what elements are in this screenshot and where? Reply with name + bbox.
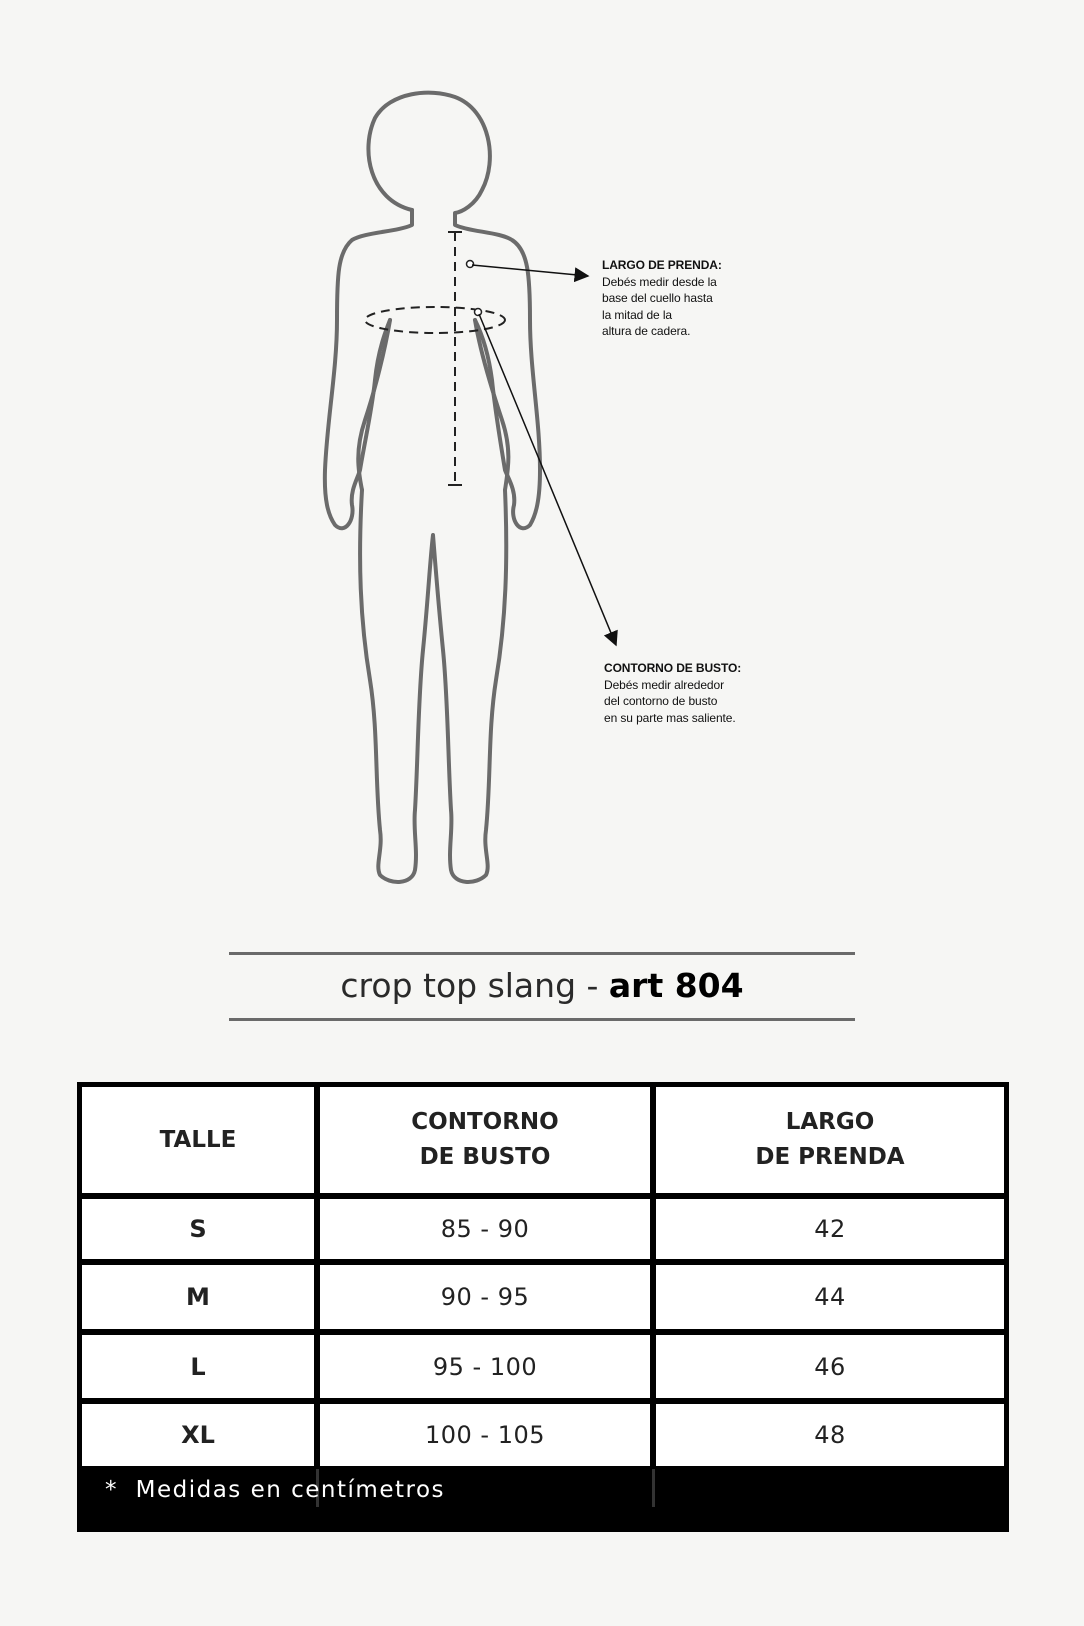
header-contorno-busto: CONTORNO DE BUSTO [320,1087,650,1193]
cell-talle-m: M [82,1265,314,1329]
cell-busto-m: 90 - 95 [320,1265,650,1329]
annotation-largo [602,257,762,340]
annotation-busto-title: CONTORNO DE BUSTO: [604,661,742,675]
cell-busto-s: 85 - 90 [320,1199,650,1259]
left-body-outline [325,210,412,528]
footer-divider [652,1469,655,1507]
cell-largo-m: 44 [656,1265,1004,1329]
cell-busto-xl: 100 - 105 [320,1404,650,1466]
size-table [77,1082,1009,1532]
cell-largo-s: 42 [656,1199,1004,1259]
title-rule-top [229,952,855,955]
cell-talle-s: S [82,1199,314,1259]
cell-talle-xl: XL [82,1404,314,1466]
header-talle: TALLE [82,1087,314,1193]
annotation-busto-text: Debés medir alrededor del contorno de busto en su parte mas saliente. [604,677,736,725]
annotation-largo-text: Debés medir desde la base del cuello hasta la mitad de la altura de cadera. [602,274,717,338]
annotation-largo-title: LARGO DE PRENDA: [602,258,722,272]
title-article: art 804 [608,966,744,1005]
arrow-busto [479,314,616,645]
title-rule-bottom [229,1018,855,1021]
legs-outline [360,490,506,882]
cell-busto-l: 95 - 100 [320,1335,650,1398]
title-regular: crop top slang - [340,966,609,1005]
cell-largo-xl: 48 [656,1404,1004,1466]
cell-talle-l: L [82,1335,314,1398]
body-silhouette-diagram [300,85,800,905]
units-footnote: * Medidas en centímetros [105,1477,445,1503]
annotation-busto [604,660,784,726]
cell-largo-l: 46 [656,1335,1004,1398]
product-title [229,964,855,1008]
header-largo-prenda: LARGO DE PRENDA [656,1087,1004,1193]
